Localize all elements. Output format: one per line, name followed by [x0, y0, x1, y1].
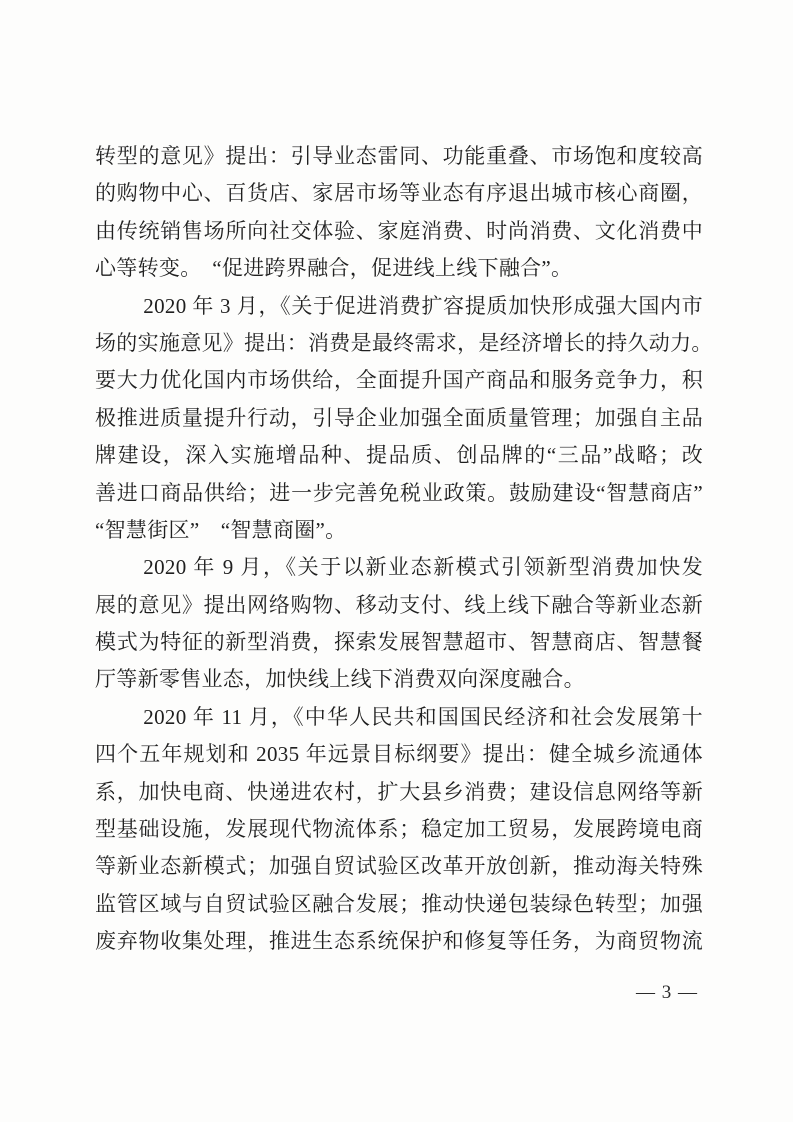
text-line: 监管区域与自贸试验区融合发展；推动快递包装绿色转型；加强 [95, 891, 703, 916]
text-line: 系，加快电商、快递进农村，扩大县乡消费；建设信息网络等新 [95, 779, 703, 804]
text-line: 等新业态新模式；加强自贸试验区改革开放创新，推动海关特殊 [95, 854, 703, 879]
text-line: 极推进质量提升行动，引导企业加强全面质量管理；加强自主品 [95, 405, 703, 430]
text-line: 场的实施意见》提出：消费是最终需求，是经济增长的持久动力。 [95, 330, 713, 355]
text-line: 善进口商品供给；进一步完善免税业政策。鼓励建设“智慧商店” [95, 480, 703, 505]
text-line: 2020 年 11 月，《中华人民共和国国民经济和社会发展第十 [143, 704, 703, 729]
paragraph [95, 288, 713, 550]
text-line: 由传统销售场所向社交体验、家庭消费、时尚消费、文化消费中 [95, 218, 703, 243]
text-line: 展的意见》提出网络购物、移动支付、线上线下融合等新业态新 [95, 592, 703, 617]
text-line: 四个五年规划和 2035 年远景目标纲要》提出：健全城乡流通体 [95, 742, 703, 767]
text-line: 厅等新零售业态，加快线上线下消费双向深度融合。 [95, 667, 585, 692]
text-line: 2020 年 9 月，《关于以新业态新模式引领新型消费加快发 [143, 555, 703, 580]
paragraph [95, 549, 703, 699]
text-line: 废弃物收集处理，推进生态系统保护和修复等任务，为商贸物流 [95, 929, 703, 954]
page-number: — 3 — [636, 982, 698, 1003]
document-body [95, 138, 713, 961]
paragraph [95, 138, 703, 288]
page-footer [636, 982, 698, 1004]
text-line: “智慧街区” “智慧商圈”。 [95, 517, 347, 542]
text-line: 2020 年 3 月，《关于促进消费扩容提质加快形成强大国内市 [143, 293, 703, 318]
text-line: 要大力优化国内市场供给，全面提升国产商品和服务竞争力，积 [95, 368, 703, 393]
text-line: 转型的意见》提出：引导业态雷同、功能重叠、市场饱和度较高 [95, 144, 703, 168]
text-line: 型基础设施，发展现代物流体系；稳定加工贸易，发展跨境电商 [95, 817, 703, 842]
text-line: 心等转变。 “促进跨界融合，促进线上线下融合”。 [95, 256, 573, 281]
paragraph [95, 699, 703, 961]
text-line: 牌建设，深入实施增品种、提品质、创品牌的“三品”战略；改 [95, 443, 703, 468]
text-line: 模式为特征的新型消费，探索发展智慧超市、智慧商店、智慧餐 [95, 630, 703, 655]
text-line: 的购物中心、百货店、家居市场等业态有序退出城市核心商圈， [95, 181, 703, 206]
